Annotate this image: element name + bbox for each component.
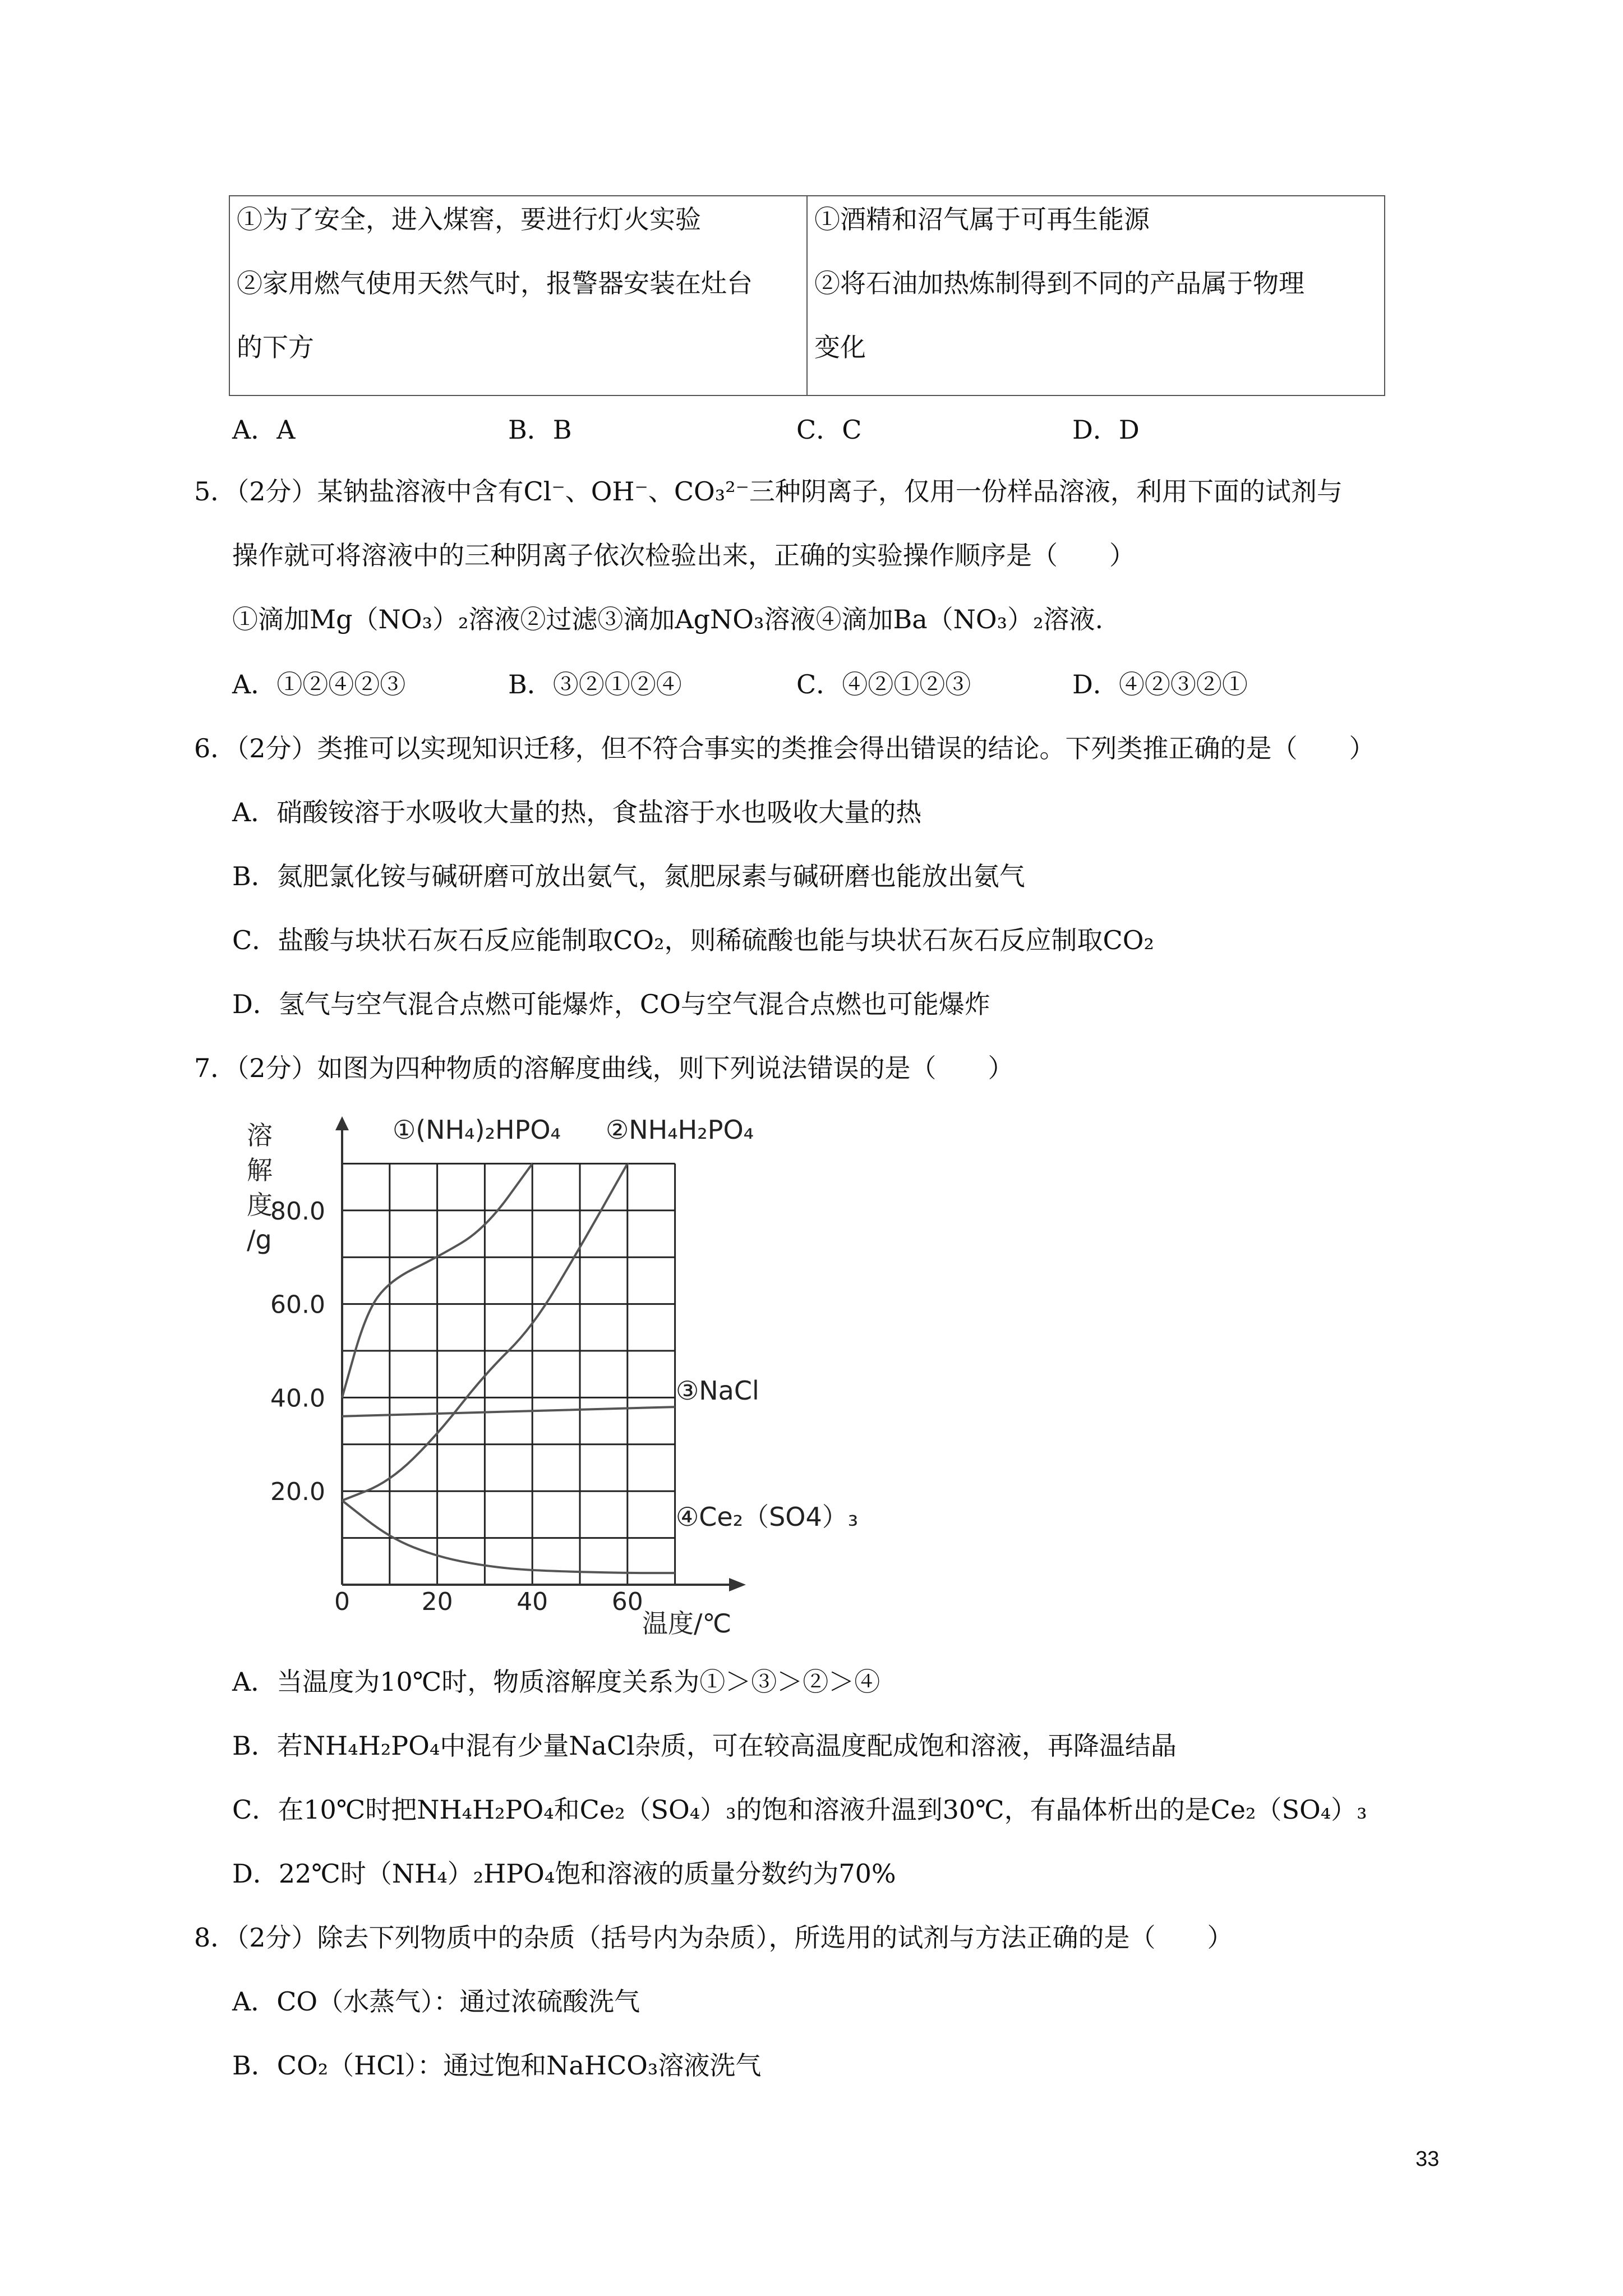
x-axis-label: 温度/℃: [642, 1608, 732, 1639]
q4-table-divider: [806, 196, 808, 395]
q5-stem-line-1: 5．（2分）某钠盐溶液中含有Cl⁻、OH⁻、CO₃²⁻三种阴离子，仅用一份样品溶液，利用下面的试剂与: [194, 476, 1343, 507]
y-axis-label-char: 解: [247, 1155, 273, 1185]
y-tick-label: 40.0: [270, 1384, 325, 1413]
q7-option-a: A．当温度为10℃时，物质溶解度关系为①＞③＞②＞④: [232, 1667, 880, 1697]
q4-option-c: C．C: [796, 415, 862, 445]
legend-ce2-so4-3: ④Ce₂（SO4）₃: [676, 1502, 859, 1532]
q8-option-b: B．CO₂（HCl）：通过饱和NaHCO₃溶液洗气: [232, 2050, 762, 2081]
y-tick-label: 60.0: [270, 1290, 325, 1319]
q4-option-b: B．B: [508, 415, 572, 445]
chart-curves: [342, 1163, 675, 1573]
q4-left-line-2: ②家用燃气使用天然气时，报警器安装在灶台: [237, 268, 753, 298]
q4-right-line-3: 变化: [814, 332, 866, 362]
curve-ce2-so4-3: [342, 1501, 675, 1573]
y-axis-label-char: /g: [247, 1225, 272, 1255]
y-axis-label-char: 度: [247, 1190, 273, 1220]
q7-option-c: C．在10℃时把NH₄H₂PO₄和Ce₂（SO₄）₃的饱和溶液升温到30℃，有晶体析出的是Ce₂（SO₄）₃: [232, 1795, 1367, 1825]
q5-option-a: A．①②④②③: [232, 669, 406, 700]
q6-option-c: C．盐酸与块状石灰石反应能制取CO₂，则稀硫酸也能与块状石灰石反应制取CO₂: [232, 925, 1154, 955]
q6-option-a: A．硝酸铵溶于水吸收大量的热，食盐溶于水也吸收大量的热: [232, 797, 922, 827]
q6-stem: 6．（2分）类推可以实现知识迁移，但不符合事实的类推会得出错误的结论。下列类推正确的是（ ）: [194, 733, 1375, 763]
y-tick-label: 80.0: [270, 1197, 325, 1226]
q5-option-c: C．④②①②③: [796, 669, 971, 700]
legend-nacl: ③NaCl: [676, 1375, 759, 1406]
q4-option-d: D．D: [1072, 415, 1140, 445]
x-tick-label: 0: [334, 1588, 350, 1616]
q5-option-b: B．③②①②④: [508, 669, 682, 700]
q4-option-a: A．A: [232, 415, 296, 445]
q5-option-d: D．④②③②①: [1072, 669, 1248, 700]
q5-reagent-list: ①滴加Mg（NO₃）₂溶液②过滤③滴加AgNO₃溶液④滴加Ba（NO₃）₂溶液.: [232, 604, 1104, 634]
q6-option-b: B．氮肥氯化铵与碱研磨可放出氨气，氮肥尿素与碱研磨也能放出氨气: [232, 861, 1025, 891]
y-axis-label-char: 溶: [247, 1120, 273, 1151]
q4-right-line-1: ①酒精和沼气属于可再生能源: [814, 204, 1150, 234]
q7-stem: 7．（2分）如图为四种物质的溶解度曲线，则下列说法错误的是（ ）: [194, 1053, 1014, 1083]
q4-table: [229, 195, 1385, 396]
q4-left-line-3: 的下方: [237, 332, 314, 362]
y-axis-label: [247, 1120, 273, 1255]
solubility-chart: [224, 1115, 859, 1644]
x-tick-labels: [334, 1588, 643, 1616]
legend-nh4h2po4: ②NH₄H₂PO₄: [606, 1115, 754, 1145]
curve-nacl: [342, 1407, 675, 1416]
chart-grid: [342, 1163, 675, 1585]
q7-option-b: B．若NH₄H₂PO₄中混有少量NaCl杂质，可在较高温度配成饱和溶液，再降温结晶: [232, 1731, 1177, 1761]
y-tick-label: 20.0: [270, 1478, 325, 1507]
q8-option-a: A．CO（水蒸气）：通过浓硫酸洗气: [232, 1986, 640, 2017]
legend-nh4-2-hpo4: ①(NH₄)₂HPO₄: [393, 1115, 561, 1145]
y-tick-labels: [270, 1197, 325, 1506]
x-axis-arrow: [729, 1578, 746, 1591]
q5-stem-line-2: 操作就可将溶液中的三种阴离子依次检验出来，正确的实验操作顺序是（ ）: [232, 540, 1135, 570]
x-tick-label: 20: [421, 1588, 453, 1616]
q8-stem: 8．（2分）除去下列物质中的杂质（括号内为杂质），所选用的试剂与方法正确的是（ ）: [194, 1922, 1233, 1953]
y-axis-arrow: [335, 1116, 349, 1130]
x-tick-label: 60: [611, 1588, 643, 1616]
series-labels: [393, 1115, 858, 1532]
x-tick-label: 40: [517, 1588, 548, 1616]
page-number: 33: [1415, 2147, 1440, 2171]
q7-option-d: D．22℃时（NH₄）₂HPO₄饱和溶液的质量分数约为70%: [232, 1858, 896, 1889]
q4-right-line-2: ②将石油加热炼制得到不同的产品属于物理: [814, 268, 1304, 298]
q4-left-line-1: ①为了安全，进入煤窖，要进行灯火实验: [237, 204, 701, 234]
q6-option-d: D．氢气与空气混合点燃可能爆炸，CO与空气混合点燃也可能爆炸: [232, 989, 990, 1019]
